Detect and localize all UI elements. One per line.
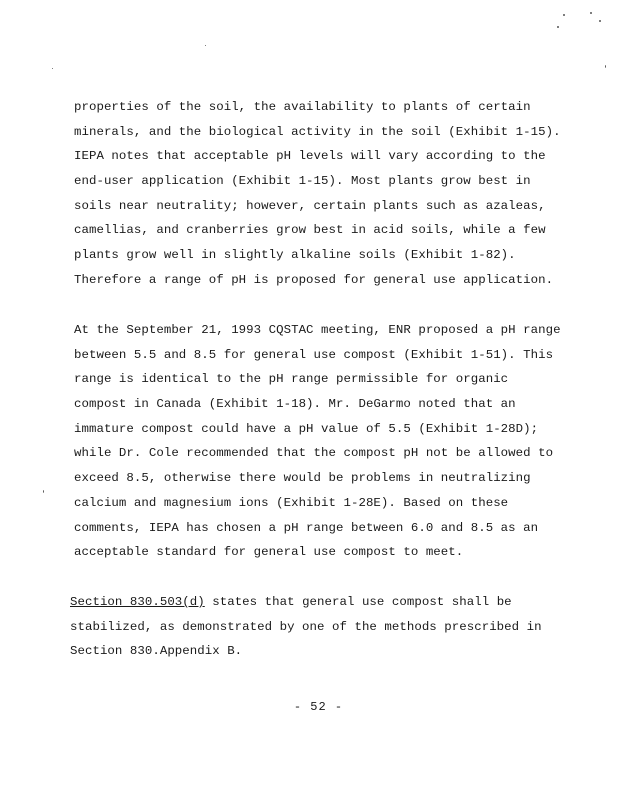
text-line: immature compost could have a pH value of 5.5 (Exhibit 1-28D); <box>74 421 539 436</box>
text-line: Section 830.Appendix B. <box>70 644 243 659</box>
paragraph-ph-properties <box>74 95 574 293</box>
text-line: exceed 8.5, otherwise there would be problems in neutralizing <box>74 471 531 486</box>
scan-speck <box>563 14 565 16</box>
text-line: camellias, and cranberries grow best in acid soils, while a few <box>74 223 546 238</box>
text-line: properties of the soil, the availability to plants of certain <box>74 100 531 114</box>
text-line: compost in Canada (Exhibit 1-18). Mr. DeGarmo noted that an <box>74 397 516 412</box>
text-line: stabilized, as demonstrated by one of the methods prescribed in <box>70 619 542 634</box>
scan-speck <box>599 20 601 22</box>
text-line: calcium and magnesium ions (Exhibit 1-28E). Based on these <box>74 495 509 510</box>
scan-speck <box>590 12 592 14</box>
text-line: acceptable standard for general use compost to meet. <box>74 545 464 560</box>
section-reference: Section 830.503(d) <box>70 595 205 609</box>
text-line: between 5.5 and 8.5 for general use compost (Exhibit 1-51). This <box>74 347 554 362</box>
text-line: minerals, and the biological activity in the soil (Exhibit 1-15). <box>74 124 561 139</box>
text-line: At the September 21, 1993 CQSTAC meeting, ENR proposed a pH range <box>74 323 561 337</box>
page-number: - 52 - <box>293 700 344 714</box>
text-line: range is identical to the pH range permissible for organic <box>74 372 509 387</box>
scan-speck <box>557 26 559 28</box>
paragraph-ph-range <box>74 318 574 565</box>
text-line: while Dr. Cole recommended that the compost pH not be allowed to <box>74 446 554 461</box>
scan-speck <box>205 45 206 46</box>
paragraph-stabilization <box>70 590 570 664</box>
text-line: end-user application (Exhibit 1-15). Most plants grow best in <box>74 174 531 189</box>
scan-speck <box>52 68 53 69</box>
text-line <box>70 590 570 615</box>
scan-speck <box>43 490 44 493</box>
text-line: soils near neutrality; however, certain plants such as azaleas, <box>74 198 546 213</box>
text-line: IEPA notes that acceptable pH levels will vary according to the <box>74 149 546 164</box>
text-line: comments, IEPA has chosen a pH range between 6.0 and 8.5 as an <box>74 520 539 535</box>
text-line: Therefore a range of pH is proposed for general use application. <box>74 272 554 287</box>
text-span: states that general use compost shall be <box>204 595 512 609</box>
scan-speck <box>605 65 606 68</box>
text-line: plants grow well in slightly alkaline soils (Exhibit 1-82). <box>74 248 516 263</box>
